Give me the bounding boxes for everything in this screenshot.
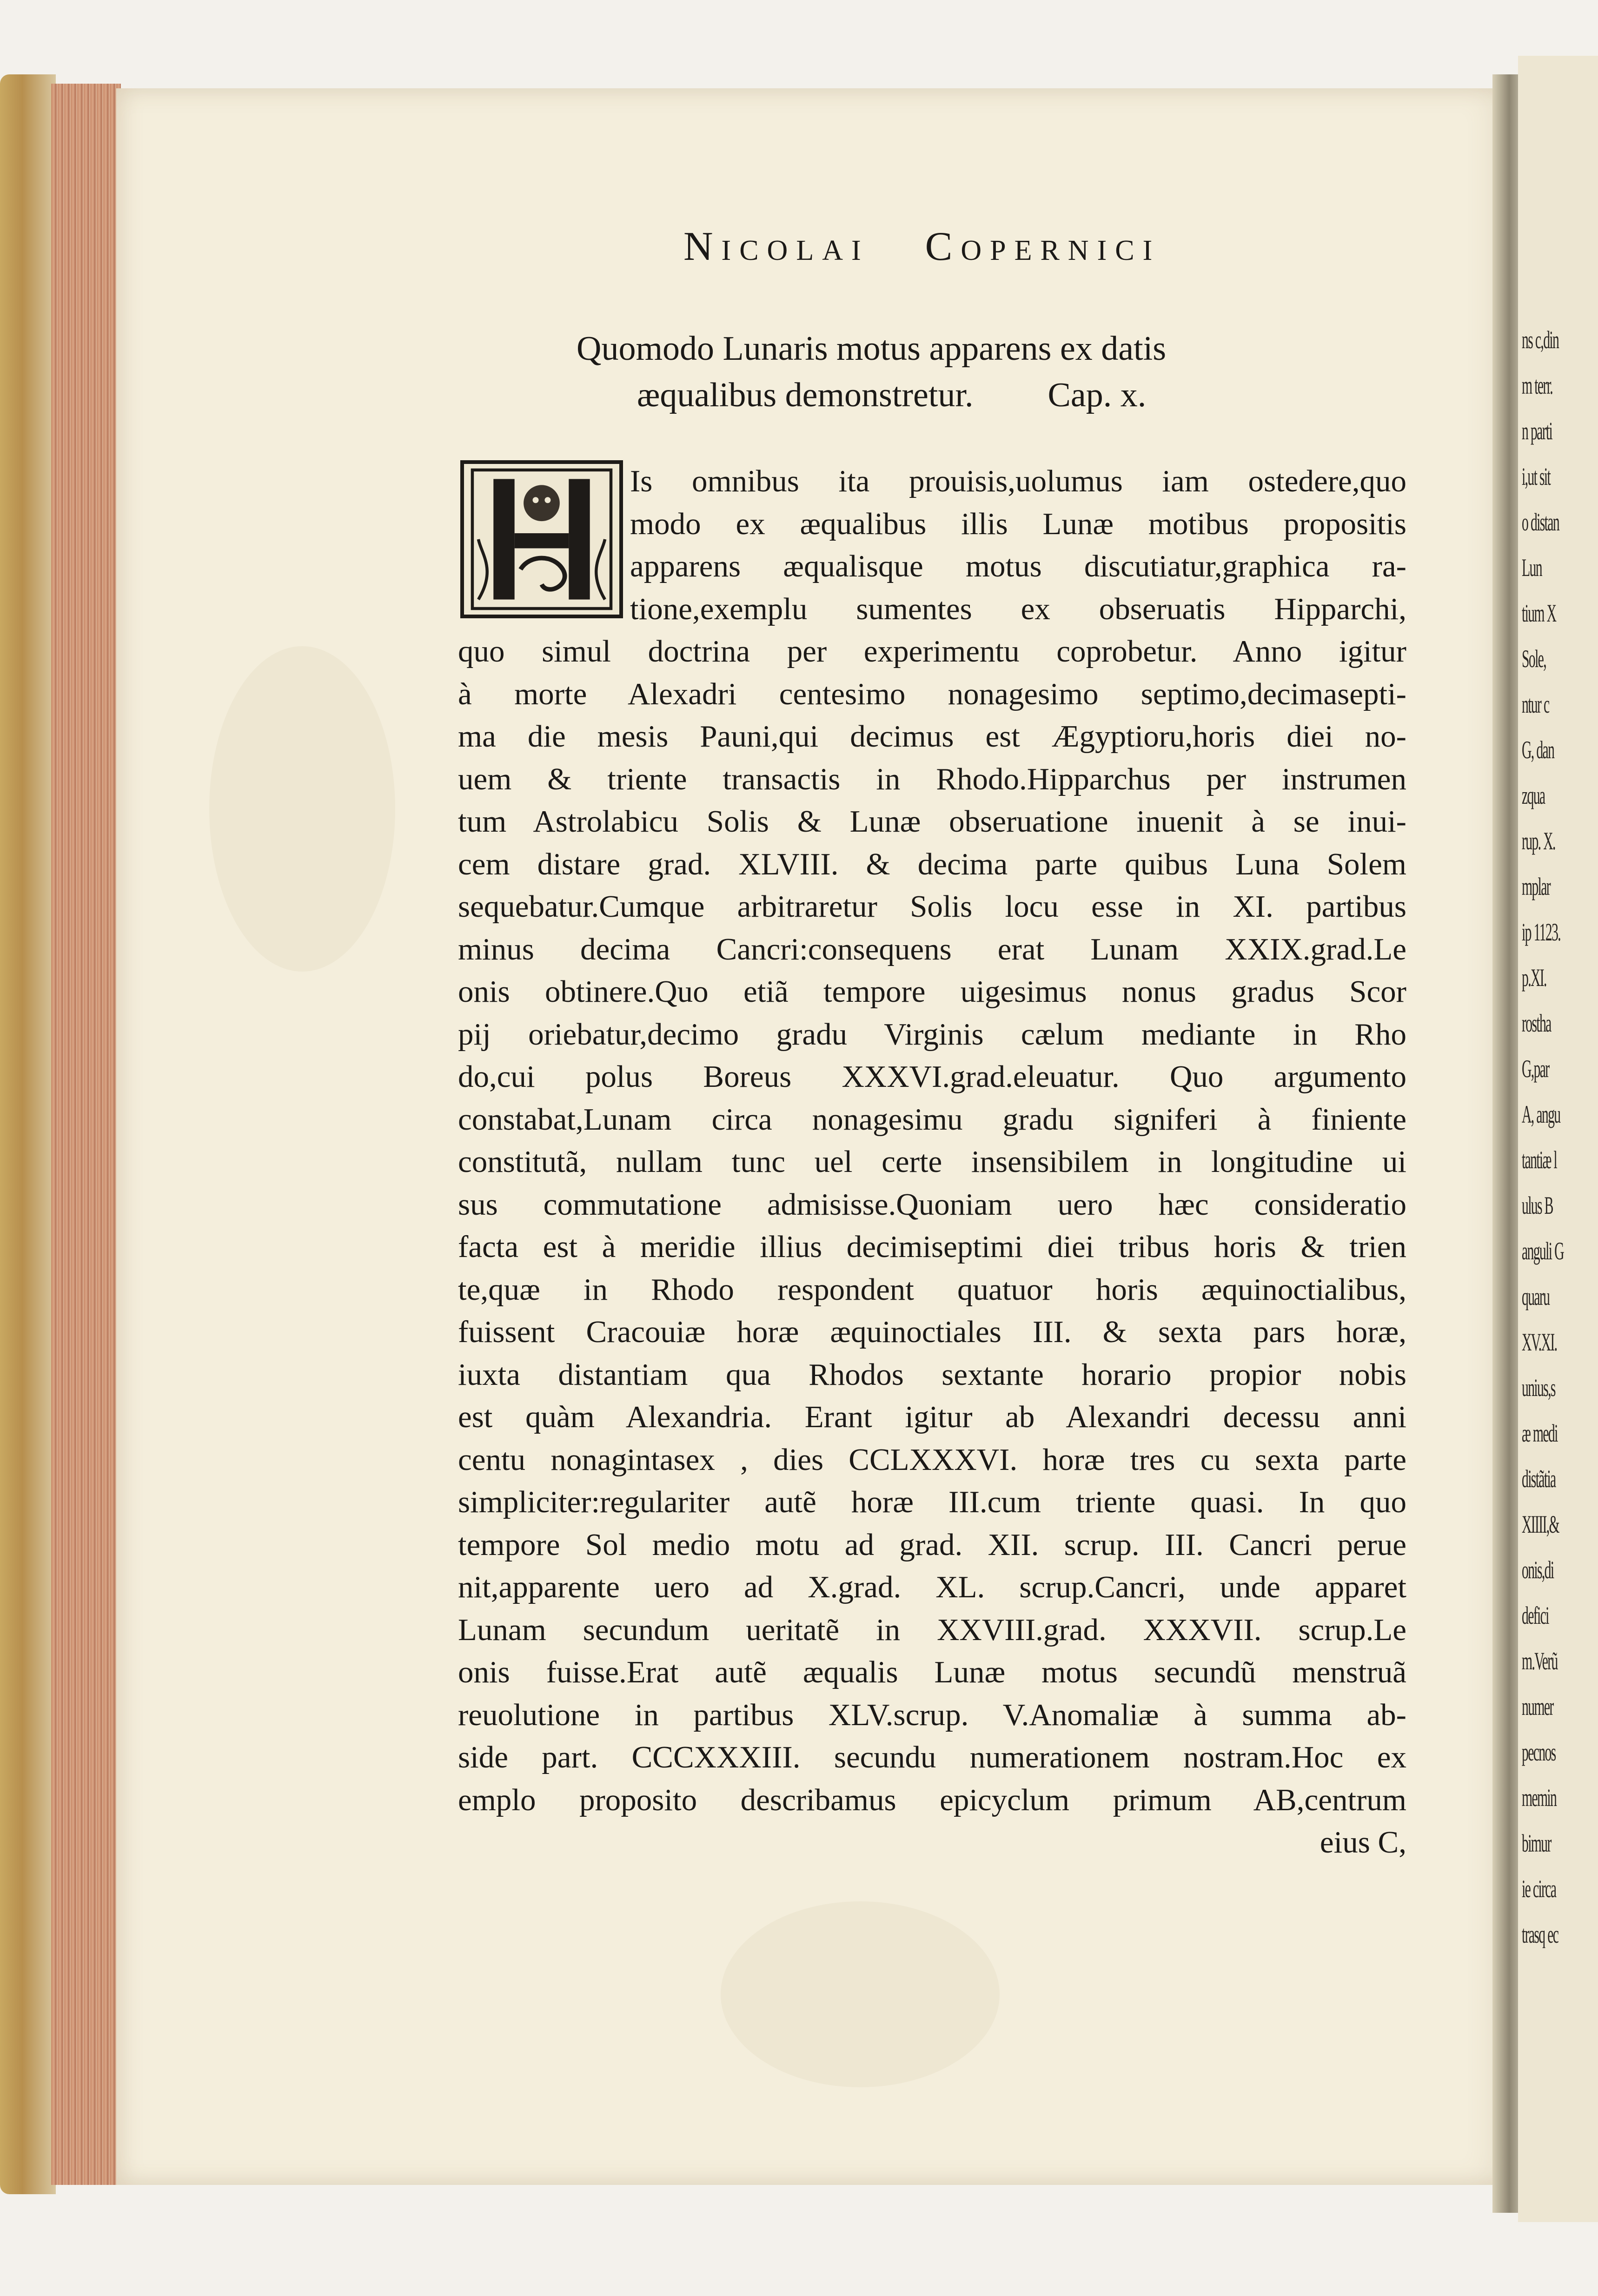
facing-page-fragment: n parti: [1522, 417, 1552, 445]
facing-page-fragment: G,par: [1522, 1055, 1549, 1083]
facing-page-fragment: zqua: [1522, 781, 1545, 809]
text-line: tione,exemplu sumentes ex obseruatis Hipparchi,: [630, 591, 1406, 626]
book-cover-edge: [0, 74, 56, 2194]
chapter-title: [577, 325, 1320, 418]
facing-page-fragment: p.XI.: [1522, 964, 1546, 992]
text-line: centu nonagintasex , dies CCLXXXVI. horæ tres cu sexta parte: [458, 1442, 1406, 1477]
facing-page-fragment: m.Verũ: [1522, 1647, 1558, 1675]
facing-page-fragment: Lun: [1522, 554, 1542, 582]
facing-page-fragment: tantiæ l: [1522, 1146, 1557, 1174]
facing-page-fragment: pecnos: [1522, 1738, 1556, 1766]
facing-page-fragment: i,ut sit: [1522, 463, 1551, 490]
text-line: side part. CCCXXXIII. secundu numerationem nostram.Hoc ex: [458, 1740, 1406, 1774]
facing-page-fragment: distãtia: [1522, 1465, 1556, 1493]
text-line: nit,apparente uero ad X.grad. XL. scrup.Cancri, unde apparet: [458, 1570, 1406, 1604]
facing-page-fragment: defici: [1522, 1601, 1549, 1629]
book-gutter: [1492, 74, 1520, 2213]
text-line: apparens æqualisque motus discutiatur,graphica ra-: [630, 549, 1406, 583]
facing-page-fragment: ip 1123.: [1522, 918, 1561, 946]
facing-page-fragment: Sole,: [1522, 645, 1546, 673]
text-line: ma die mesis Pauni,qui decimus est Ægyptioru,horis diei no-: [458, 719, 1406, 754]
chapter-title-line-2-text: æqualibus demonstretur.: [637, 376, 974, 414]
text-line: quo simul doctrina per experimentu coprobetur. Anno igitur: [458, 634, 1406, 668]
text-line: Is omnibus ita prouisis,uolumus iam ostedere,quo: [630, 464, 1406, 498]
main-text-block: [458, 460, 1406, 1864]
text-line: eius C,: [1320, 1825, 1406, 1859]
text-line: onis fuisse.Erat autẽ æqualis Lunæ motus secundũ menstruã: [458, 1655, 1406, 1689]
text-line: minus decima Cancri:consequens erat Lunam XXIX.grad.Le: [458, 932, 1406, 966]
text-line: facta est à meridie illius decimiseptimi diei tribus horis & trien: [458, 1230, 1406, 1264]
facing-page-fragment: rup. X.: [1522, 827, 1555, 855]
text-line: cem distare grad. XLVIII. & decima parte quibus Luna Solem: [458, 847, 1406, 881]
author-first-name: Nicolai: [683, 224, 869, 269]
facing-page-fragment: æ medi: [1522, 1419, 1558, 1447]
facing-page-fragment: mplar: [1522, 873, 1551, 900]
facing-page-fragment: ntur c: [1522, 690, 1549, 718]
facing-page-fragment: memin: [1522, 1784, 1557, 1812]
facing-page-fragment: bimur: [1522, 1829, 1551, 1857]
facing-page-fragment: o distan: [1522, 508, 1559, 536]
paper-stain: [721, 1901, 1000, 2087]
facing-page-fragment: rostha: [1522, 1009, 1551, 1037]
text-line: reuolutione in partibus XLV.scrup. V.Anomaliæ à summa ab-: [458, 1697, 1406, 1732]
chapter-title-line-1: Quomodo Lunaris motus apparens ex datis: [577, 330, 1167, 368]
text-line: constabat,Lunam circa nonagesimu gradu signiferi à finiente: [458, 1102, 1406, 1137]
facing-page-fragment: trasq ec: [1522, 1920, 1558, 1948]
facing-page-fragment: ie circa: [1522, 1875, 1556, 1903]
facing-page-fragment: ns c,din: [1522, 326, 1559, 354]
facing-page-fragment: unius,s: [1522, 1374, 1555, 1402]
text-line: iuxta distantiam qua Rhodos sextante horario propior nobis: [458, 1357, 1406, 1392]
text-line: Lunam secundum ueritatẽ in XXVIII.grad. XXXVII. scrup.Le: [458, 1612, 1406, 1647]
facing-page-fragment: quaru: [1522, 1283, 1550, 1310]
text-line: onis obtinere.Quo etiã tempore uigesimus nonus gradus Scor: [458, 974, 1406, 1009]
text-line: sus commutatione admisisse.Quoniam uero hæc consideratio: [458, 1187, 1406, 1222]
facing-page-fragment: ulus B: [1522, 1191, 1553, 1219]
text-line: do,cui polus Boreus XXXVI.grad.eleuatur. Quo argumento: [458, 1059, 1406, 1094]
text-line: simpliciter:regulariter autẽ horæ III.cum triente quasi. In quo: [458, 1485, 1406, 1519]
text-line: tempore Sol medio motu ad grad. XII. scrup. III. Cancri perue: [458, 1527, 1406, 1562]
text-line: te,quæ in Rhodo respondent quatuor horis æquinoctialibus,: [458, 1272, 1406, 1307]
facing-page-fragment: onis,di: [1522, 1556, 1554, 1584]
facing-page-fragment: A, angu: [1522, 1100, 1560, 1128]
facing-page-fragment: anguli G: [1522, 1237, 1564, 1265]
author-last-name: Copernici: [925, 224, 1161, 269]
chapter-title-line-2: [577, 372, 1320, 418]
facing-page-fragment: numer: [1522, 1693, 1553, 1720]
text-line: tum Astrolabicu Solis & Lunæ obseruatione inuenit à se inui-: [458, 804, 1406, 839]
text-line: emplo proposito describamus epicyclum primum AB,centrum: [458, 1782, 1406, 1817]
text-line: uem & triente transactis in Rhodo.Hipparchus per instrumen: [458, 761, 1406, 796]
text-line: sequebatur.Cumque arbitraretur Solis locu esse in XI. partibus: [458, 889, 1406, 924]
chapter-number: Cap. x.: [1048, 376, 1147, 414]
running-head: [683, 223, 1160, 270]
text-line: est quàm Alexandria. Erant igitur ab Alexandri decessu anni: [458, 1400, 1406, 1434]
facing-page-fragment: G, dan: [1522, 736, 1554, 764]
facing-page-fragment: m terr.: [1522, 371, 1552, 399]
facing-page-strip: [1518, 56, 1598, 2222]
facing-page-fragment: XIIII,&: [1522, 1510, 1559, 1538]
text-line: fuissent Cracouiæ horæ æquinoctiales III. & sexta pars horæ,: [458, 1315, 1406, 1349]
text-line: constitutã, nullam tunc uel certe insensibilem in longitudine ui: [458, 1145, 1406, 1179]
text-line: à morte Alexadri centesimo nonagesimo septimo,decimasepti-: [458, 676, 1406, 711]
paper-stain: [209, 646, 395, 972]
text-line: modo ex æqualibus illis Lunæ motibus propositis: [630, 506, 1406, 541]
facing-page-fragment: XV.XI.: [1522, 1328, 1557, 1356]
facing-page-fragment: tium X: [1522, 599, 1556, 627]
text-line: pij oriebatur,decimo gradu Virginis cælum mediante in Rho: [458, 1017, 1406, 1052]
page-block-edges: [51, 84, 121, 2185]
